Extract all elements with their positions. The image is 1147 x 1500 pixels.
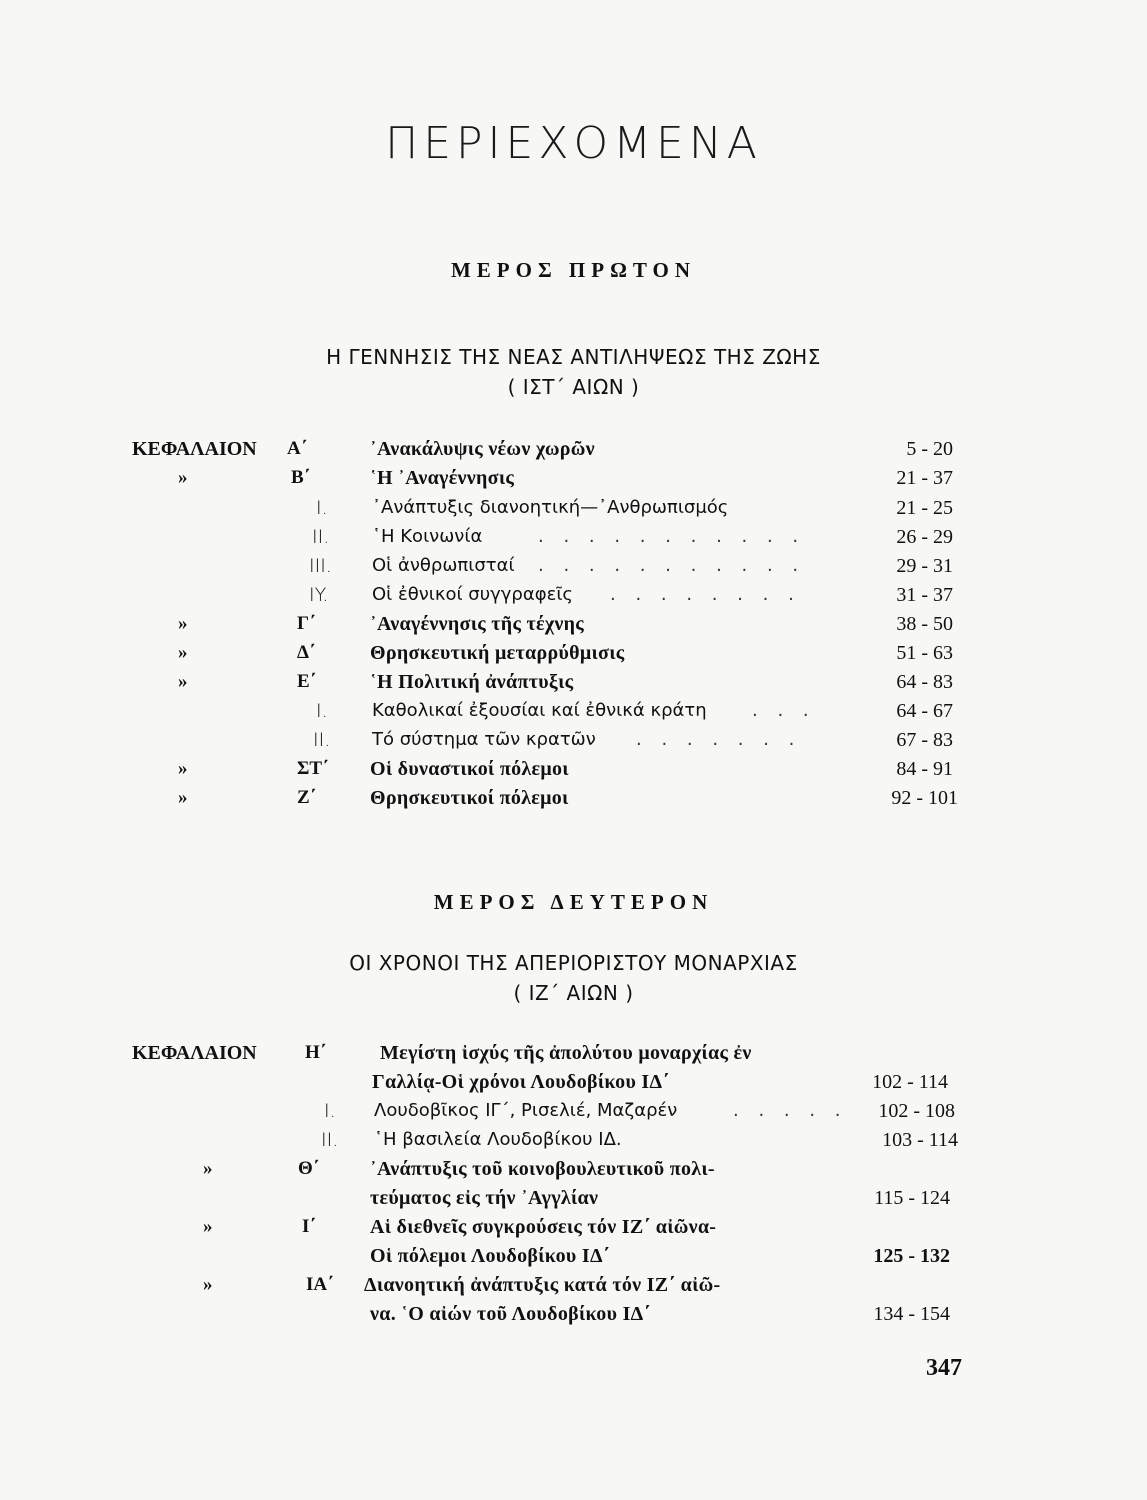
part2-heading: ΜΕΡΟΣ ΔΕΥΤΕΡΟΝ (433, 890, 714, 914)
toc-row: » Ε΄ ῾Η Πολιτική ἀνάπτυξις 64 - 83 (178, 671, 953, 693)
toc-row: Γαλλίᾳ-Οἱ χρόνοι Λουδοβίκου ΙΔ΄ 102 - 114 (372, 1071, 948, 1093)
page-title: ΠΕΡΙΕΧΟΜΕΝΑ (385, 118, 762, 169)
toc-row: » Γ΄ ᾿Αναγέννησις τῆς τέχνης 38 - 50 (178, 613, 953, 635)
toc-row: » Ι΄ Αἱ διεθνεῖς συγκρούσεις τόν ΙΖ΄ αἰῶνα- (203, 1216, 717, 1238)
toc-row: Οἱ πόλεμοι Λουδοβίκου ΙΔ΄ 125 - 132 (370, 1245, 950, 1267)
toc-row: » Β΄ ῾Η ᾿Αναγέννησις 21 - 37 (178, 467, 953, 489)
toc-row: I. Λουδοβῖκος ΙΓ΄, Ρισελιέ, Μαζαρέν . . . . . 102 - 108 (324, 1100, 955, 1122)
toc-row: » ΣΤ΄ Οἱ δυναστικοί πόλεμοι 84 - 91 (178, 758, 953, 780)
toc-row: » ΙΑ΄ Διανοητική ἀνάπτυξις κατά τόν ΙΖ΄ αἰῶ- (203, 1274, 721, 1296)
toc-row: II. Τό σύστημα τῶν κρατῶν . . . . . . . 67 - 83 (313, 729, 953, 751)
part1-subtitle-line1: Η ΓΕΝΝΗΣΙΣ ΤΗΣ ΝΕΑΣ ΑΝΤΙΛΗΨΕΩΣ ΤΗΣ ΖΩΗΣ (326, 345, 821, 369)
part2-subtitle-line2: ( ΙΖ΄ ΑΙΩΝ ) (513, 981, 634, 1005)
toc-row: » Θ΄ ᾿Ανάπτυξις τοῦ κοινοβουλευτικοῦ πολι- (203, 1158, 715, 1180)
toc-row: ΚΕΦΑΛΑΙΟΝ Η΄ Μεγίστη ἰσχύς τῆς ἀπολύτου μοναρχίας ἐν (132, 1042, 752, 1064)
toc-row: I. Καθολικαί ἐξουσίαι καί ἐθνικά κράτη . . . 64 - 67 (316, 700, 953, 722)
toc-row: IY. Οἱ ἐθνικοί συγγραφεῖς . . . . . . . . 31 - 37 (309, 584, 953, 606)
part1-subtitle-line2: ( ΙΣΤ΄ ΑΙΩΝ ) (507, 375, 640, 399)
toc-row: τεύματος εἰς τήν ᾿Αγγλίαν 115 - 124 (370, 1187, 950, 1209)
toc-row: II. ῾Η βασιλεία Λουδοβίκου ΙΔ. 103 - 114 (321, 1129, 958, 1151)
toc-row: III. Οἱ ἀνθρωπισταί . . . . . . . . . . . 29 - 31 (309, 555, 953, 577)
toc-row: II. ῾Η Κοινωνία . . . . . . . . . . . 26 - 29 (312, 526, 953, 548)
toc-row: ΚΕΦΑΛΑΙΟΝ Α΄ ᾿Ανακάλυψις νέων χωρῶν 5 - 20 (132, 438, 953, 460)
toc-row: I. ᾿Ανάπτυξις διανοητική—᾿Ανθρωπισμός 21 - 25 (316, 497, 953, 519)
page-number: 347 (926, 1355, 962, 1381)
toc-row: » Ζ΄ Θρησκευτικοί πόλεμοι 92 - 101 (178, 787, 958, 809)
part2-subtitle-line1: ΟΙ ΧΡΟΝΟΙ ΤΗΣ ΑΠΕΡΙΟΡΙΣΤΟΥ ΜΟΝΑΡΧΙΑΣ (349, 951, 798, 975)
part1-heading: ΜΕΡΟΣ ΠΡΩΤΟΝ (450, 258, 697, 282)
toc-row: να. ῾Ο αἰών τοῦ Λουδοβίκου ΙΔ΄ 134 - 154 (370, 1303, 950, 1325)
toc-row: » Δ΄ Θρησκευτική μεταρρύθμισις 51 - 63 (178, 642, 953, 664)
